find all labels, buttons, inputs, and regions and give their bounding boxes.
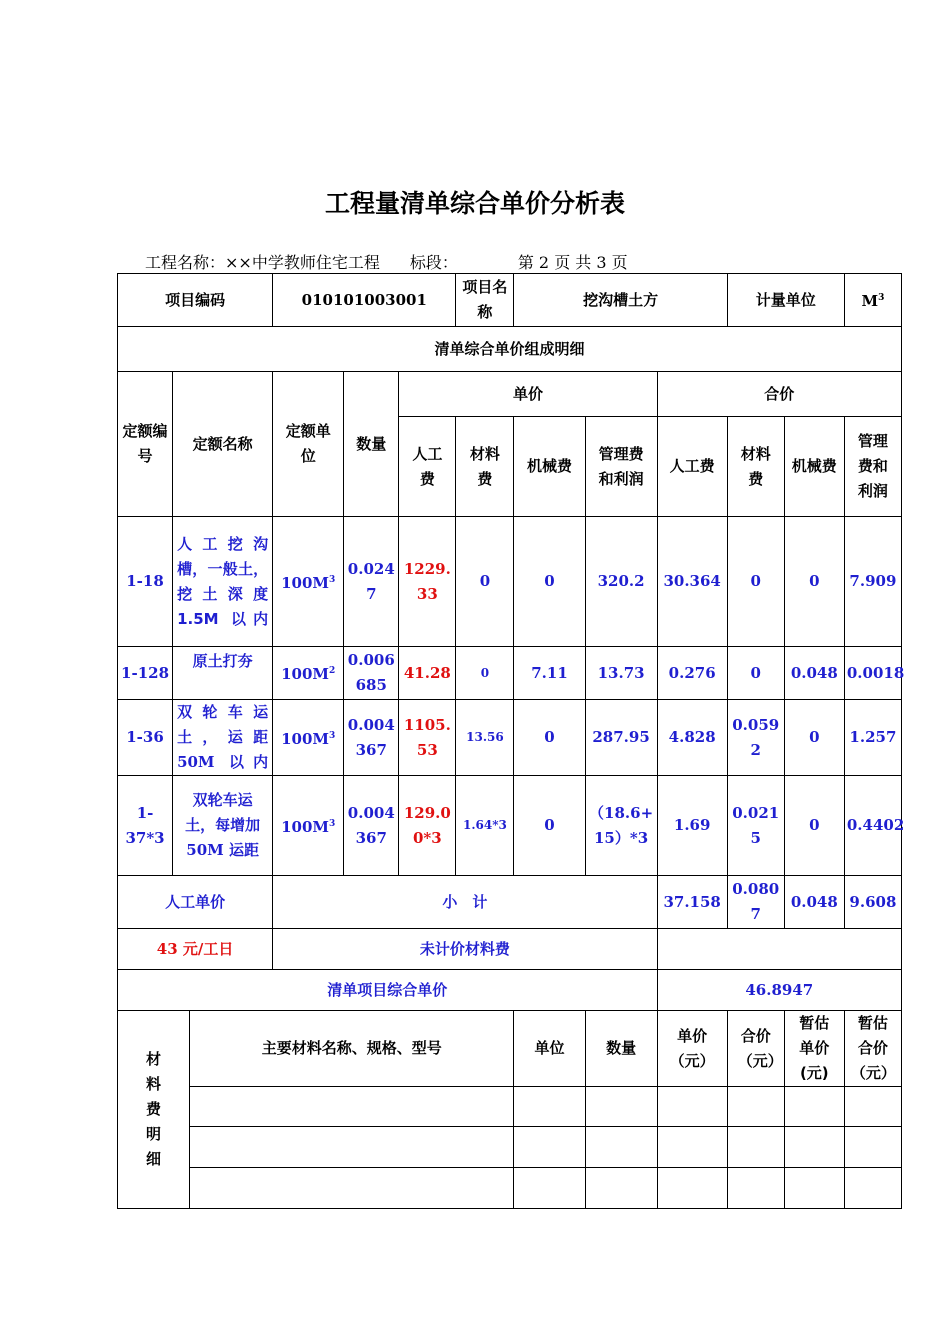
quantity: 0.006685 (344, 647, 399, 700)
material-row (118, 1127, 902, 1168)
table-row (118, 517, 902, 647)
col-labor: 人工费 (399, 417, 456, 517)
labor-total: 4.828 (657, 700, 727, 776)
col-quota-name: 定额名称 (173, 372, 273, 517)
name-label: 项目名称 (456, 274, 514, 327)
quantity: 0.0247 (344, 517, 399, 647)
material-price: 0 (456, 647, 514, 700)
mgmt-total: 7.909 (844, 517, 901, 647)
mgmt-price: 13.73 (585, 647, 657, 700)
unit-value: $M^3$ (844, 274, 901, 327)
mgmt-total: 0.4402 (844, 776, 901, 876)
material-total: 0.0215 (727, 776, 784, 876)
col-machine: 机械费 (514, 417, 585, 517)
page-title: 工程量清单综合单价分析表 (324, 189, 625, 218)
quantity: 0.004367 (344, 776, 399, 876)
labor-price: 1229.33 (399, 517, 456, 647)
table-row (118, 647, 902, 700)
subtotal-machine: 0.048 (784, 876, 844, 929)
est-unit-price-header: 暂估单价(元) (784, 1011, 844, 1087)
quota-unit: $100M^3$ (273, 517, 344, 647)
material-row (118, 1168, 902, 1209)
subheader (145, 250, 628, 273)
composite-price-label: 清单项目综合单价 (118, 970, 658, 1011)
table-row (118, 776, 902, 876)
labor-price: 129.00*3 (399, 776, 456, 876)
material-name-header: 主要材料名称、规格、型号 (190, 1011, 514, 1087)
machine-price: 0 (514, 517, 585, 647)
subtotal-material: 0.0807 (727, 876, 784, 929)
analysis-table (117, 273, 905, 1209)
col-machine-total: 机械费 (784, 417, 844, 517)
material-total: 0.0592 (727, 700, 784, 776)
machine-price: 0 (514, 700, 585, 776)
est-total-header: 暂估合价（元） (844, 1011, 901, 1087)
labor-total: 30.364 (657, 517, 727, 647)
mgmt-total: 0.0018 (844, 647, 901, 700)
labor-unit-value: 43 元/工日 (118, 929, 273, 970)
material-total: 0 (727, 647, 784, 700)
mgmt-price: 287.95 (585, 700, 657, 776)
quota-no: 1-18 (118, 517, 173, 647)
quota-name: 双轮车运土，每增加 50M 运距 (173, 776, 273, 876)
project-name: 工程名称：××中学教师住宅工程 (145, 253, 380, 272)
unit-label: 计量单位 (727, 274, 844, 327)
labor-total: 0.276 (657, 647, 727, 700)
labor-unit-label: 人工单价 (118, 876, 273, 929)
section-title: 清单综合单价组成明细 (118, 327, 902, 372)
unpriced-material-label: 未计价材料费 (273, 929, 657, 970)
material-total: 0 (727, 517, 784, 647)
col-material-total: 材料费 (727, 417, 784, 517)
mgmt-total: 1.257 (844, 700, 901, 776)
subtotal-label: 小 计 (273, 876, 657, 929)
material-row (118, 1087, 902, 1127)
col-mgmt-total: 管理费和利润 (844, 417, 901, 517)
col-material: 材料费 (456, 417, 514, 517)
machine-total: 0.048 (784, 647, 844, 700)
quota-unit: $100M^3$ (273, 700, 344, 776)
col-unit-price: 单价 (399, 372, 657, 417)
machine-total: 0 (784, 700, 844, 776)
material-total-header: 合价（元） (727, 1011, 784, 1087)
subtotal-mgmt: 9.608 (844, 876, 901, 929)
composite-price-value: 46.8947 (657, 970, 901, 1011)
material-detail-label: 材料费明细 (118, 1011, 190, 1209)
code-label: 项目编码 (118, 274, 273, 327)
material-price: 0 (456, 517, 514, 647)
machine-total: 0 (784, 517, 844, 647)
labor-total: 1.69 (657, 776, 727, 876)
mgmt-price: （18.6+15）*3 (585, 776, 657, 876)
col-quota-unit: 定额单位 (273, 372, 344, 517)
mgmt-price: 320.2 (585, 517, 657, 647)
material-unit-header: 单位 (514, 1011, 585, 1087)
table-row (118, 700, 902, 776)
material-price: 1.64*3 (456, 776, 514, 876)
machine-price: 0 (514, 776, 585, 876)
machine-total: 0 (784, 776, 844, 876)
quota-name: 原土打夯 (173, 647, 273, 700)
quota-name: 双 轮 车 运 土 ， 运 距 50M 以内 (173, 700, 273, 776)
col-total-price: 合价 (657, 372, 901, 417)
quota-no: 1-36 (118, 700, 173, 776)
material-qty-header: 数量 (585, 1011, 657, 1087)
quota-unit: $100M^3$ (273, 776, 344, 876)
labor-price: 41.28 (399, 647, 456, 700)
quota-no: 1-128 (118, 647, 173, 700)
material-unit-price-header: 单价（元） (657, 1011, 727, 1087)
name-value: 挖沟槽土方 (514, 274, 727, 327)
code-value: 010101003001 (273, 274, 456, 327)
col-quota-no: 定额编号 (118, 372, 173, 517)
subtotal-labor: 37.158 (657, 876, 727, 929)
quota-name: 人 工 挖 沟 槽，一般土，挖 土 深 度 1.5M 以内 (173, 517, 273, 647)
col-labor-total: 人工费 (657, 417, 727, 517)
unpriced-material-value (657, 929, 901, 970)
col-quantity: 数量 (344, 372, 399, 517)
machine-price: 7.11 (514, 647, 585, 700)
col-mgmt: 管理费和利润 (585, 417, 657, 517)
section-label: 标段： (409, 253, 458, 272)
material-price: 13.56 (456, 700, 514, 776)
page-info: 第 2 页 共 3 页 (517, 253, 628, 272)
quota-unit: $100M^2$ (273, 647, 344, 700)
quantity: 0.004367 (344, 700, 399, 776)
quota-no: 1-37*3 (118, 776, 173, 876)
labor-price: 1105.53 (399, 700, 456, 776)
